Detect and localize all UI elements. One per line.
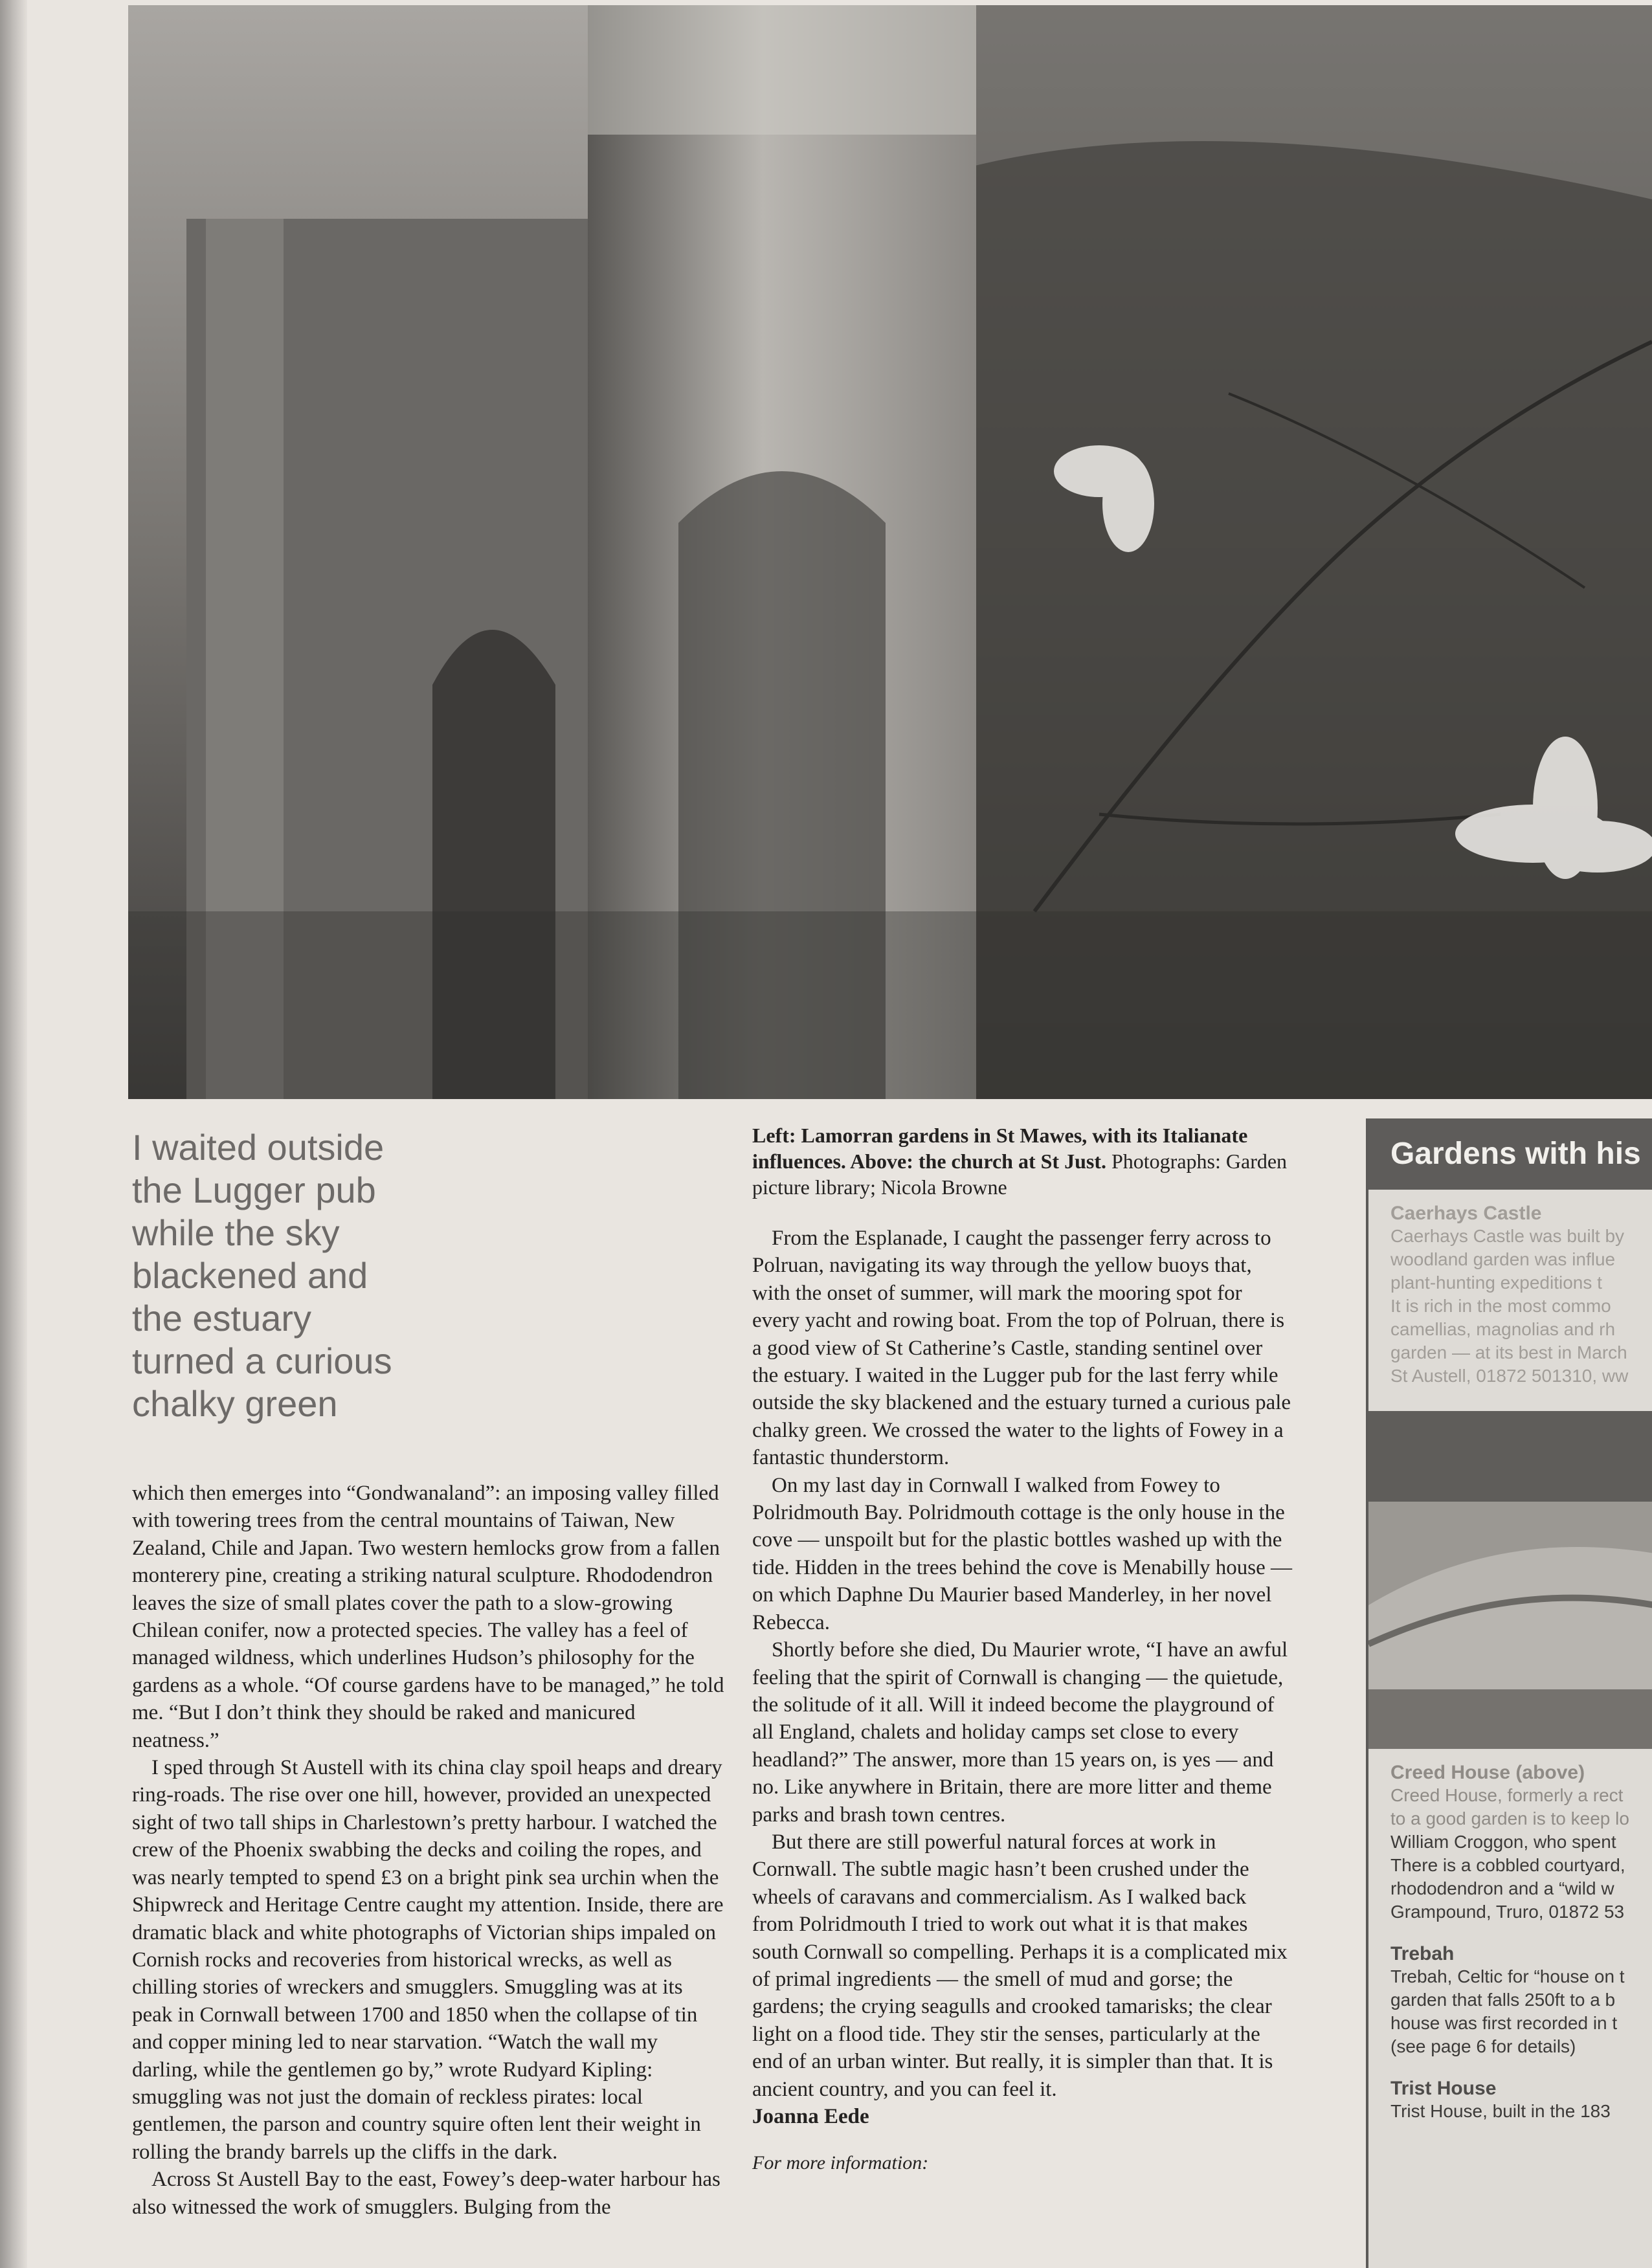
sidebar-entry-trebah [1368, 1943, 1652, 2058]
paragraph: On my last day in Cornwall I walked from Fowey to Polridmouth Bay. Polridmouth cottage is the only house in the cove — unspoilt but for the plastic bottles washed up with the tide. Hidden in the trees behind the cove is Menabilly house — on which Daphne Du Maurier based Manderley, in her novel Rebecca. [752, 1473, 1292, 1634]
church-tower-magnolia-icon [128, 5, 1652, 1099]
sidebar-title: Gardens with his [1368, 1118, 1652, 1190]
entry-line: Grampound, Truro, 01872 53 [1390, 1902, 1625, 1922]
entry-line: plant-hunting expeditions t [1390, 1273, 1602, 1293]
entry-line: Trebah, Celtic for “house on t [1390, 1966, 1625, 1986]
paragraph: But there are still powerful natural forces at work in Cornwall. The subtle magic hasn’t been crushed under the wheels of caravans and commercialism. As I walked back from Polridmouth I tried to work out what it is that makes south Cornwall so compelling. Perhaps it is a complicated mix of primal ingredients — the smell of mud and gorse; the gardens; the crying seagulls and crooked tamarisks; the clear light on a flood tide. They stir the senses, particularly at the end of an urban winter. But really, it is simpler than that. It is ancient country, and you can feel it. [752, 1830, 1288, 2101]
entry-line: Creed House, formerly a rect [1390, 1785, 1624, 1805]
page-fold-edge [0, 0, 27, 2268]
entry-line: (see page 6 for details) [1390, 2036, 1576, 2056]
entry-line: camellias, magnolias and rh [1390, 1319, 1616, 1339]
author-byline: Joanna Eede [752, 2105, 869, 2128]
photo-caption [752, 1122, 1293, 1200]
entry-line: There is a cobbled courtyard, [1390, 1855, 1625, 1875]
paragraph: I sped through St Austell with its china clay spoil heaps and dreary ring-roads. The rise over one hill, however, provided an unexpected sight of two tall ships in Charlestown’s pretty harbour. I watched the crew of the Phoenix swabbing the decks and coiling the ropes, and was nearly tempted to spend £3 on a bright pink sea urchin when the Shipwreck and Heritage Centre caught my attention. Inside, there are dramatic black and white photographs of Victorian ships impaled on Cornish rocks and recoveries from historical wrecks, as well as chilling stories of wreckers and smugglers. Smuggling was at its peak in Cornwall between 1700 and 1850 when the collapse of tin and copper mining led to near starvation. “Watch the wall my darling, while the gentlemen go by,” wrote Rudyard Kipling: smuggling was not just the domain of reckless pirates: local gentlemen, the parson and country squire often lent their weight in rolling the brandy barrels up the cliffs in the dark. [132, 1756, 724, 2164]
paragraph: From the Esplanade, I caught the passenger ferry across to Polruan, navigating its way through the yellow buoys that, with the onset of summer, will mark the mooring spot for every yacht and rowing boat. From the top of Polruan, there is a good view of St Catherine’s Castle, standing sentinel over the estuary. I waited in the Lugger pub for the last ferry while outside the sky blackened and the estuary turned a curious pale chalky green. We crossed the water to the lights of Fowey in a fantastic thunderstorm. [752, 1227, 1291, 1470]
entry-line: to a good garden is to keep lo [1390, 1808, 1629, 1829]
sidebar-entry-trist [1368, 2078, 1652, 2123]
pull-quote: I waited outside the Lugger pub while the sky blackened and the estuary turned a curious chalky green [132, 1127, 392, 1424]
article-column-2 [752, 1122, 1293, 2177]
entry-line: Caerhays Castle was built by [1390, 1226, 1625, 1246]
entry-line: woodland garden was influe [1390, 1249, 1616, 1269]
entry-line: Trist House, built in the 183 [1390, 2101, 1611, 2121]
paragraph: which then emerges into “Gondwanaland”: an imposing valley filled with towering trees from the central mountains of Taiwan, New Zealand, Chile and Japan. Two western hemlocks grow from a fallen monterery pine, creating a striking natural sculpture. Rhododendron leaves the size of small plates cover the path to a slow-growing Chilean conifer, now a protected species. The valley has a feel of managed wildness, which underlines Hudson’s philosophy for the gardens as a whole. “Of course gardens have to be managed,” he told me. “But I don’t think they should be raked and manicured neatness.” [132, 1482, 724, 1752]
sidebar-entry-creed [1368, 1762, 1652, 1924]
entry-line: garden that falls 250ft to a b [1390, 1990, 1616, 2010]
gardens-sidebar [1366, 1118, 1652, 2268]
photo-credit: Photographs: Garden picture library; Nicola Browne [752, 1150, 1288, 1199]
entry-title: Trebah [1390, 1943, 1455, 1964]
more-info-label: For more information: [752, 2152, 929, 2174]
garden-path-icon [1368, 1411, 1652, 1749]
entry-line: garden — at its best in March [1390, 1342, 1627, 1362]
entry-line: house was first recorded in t [1390, 2013, 1618, 2033]
entry-line: rhododendron and a “wild w [1390, 1878, 1614, 1898]
entry-title: Caerhays Castle [1390, 1203, 1542, 1224]
church-tower-photo [128, 5, 1652, 1099]
sidebar-entry-caerhays [1368, 1203, 1652, 1388]
entry-line: It is rich in the most commo [1390, 1296, 1611, 1316]
article-column-1 [132, 1480, 728, 2221]
entry-title: Creed House (above) [1390, 1762, 1585, 1783]
paragraph: Shortly before she died, Du Maurier wrote, “I have an awful feeling that the spirit of Cornwall is changing — the quietude, the solitude of it all. Will it indeed become the playground of all England, chalets and holiday camps set close to every headland?” The answer, more than 15 years on, is yes — and no. Like anywhere in Britain, there are more litter and theme parks and brash town centres. [752, 1638, 1288, 1827]
creed-house-photo [1368, 1411, 1652, 1749]
entry-line: William Croggon, who spent [1390, 1832, 1616, 1852]
caption-text: Left: Lamorran gardens in St Mawes, with its Italianate influences. Above: the church at St Just. [752, 1124, 1248, 1173]
entry-line: St Austell, 01872 501310, ww [1390, 1366, 1629, 1386]
paragraph: Across St Austell Bay to the east, Fowey’s deep-water harbour has also witnessed the work of smugglers. Bulging from the [132, 2168, 720, 2219]
entry-title: Trist House [1390, 2078, 1497, 2099]
